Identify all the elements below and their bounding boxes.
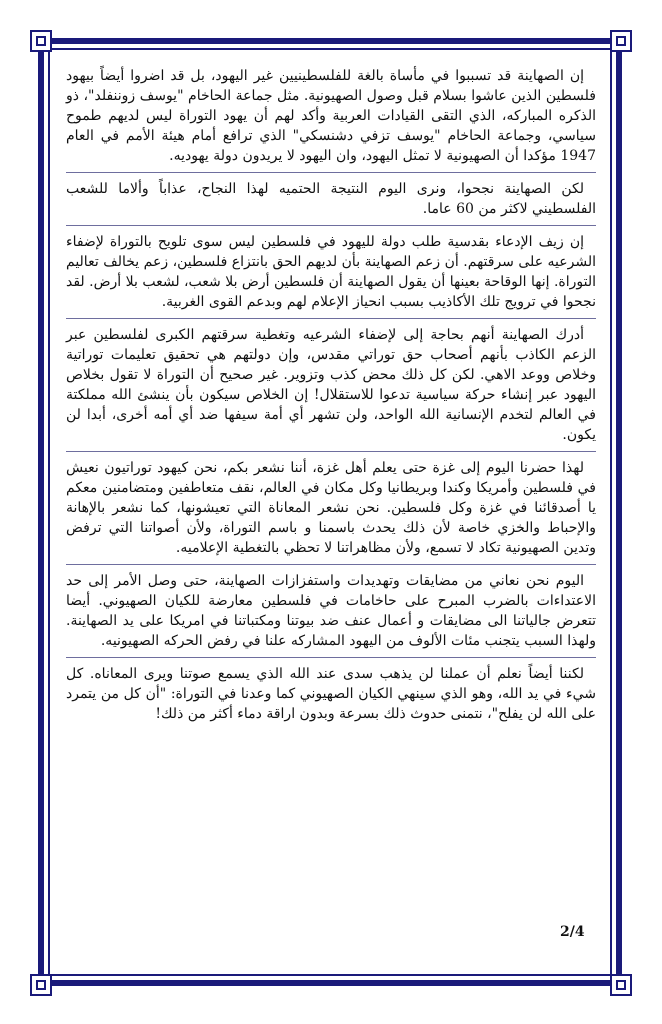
paragraph: لهذا حضرنا اليوم إلى غزة حتى يعلم أهل غزة، أننا نشعر بكم، نحن كيهود توراتيون نعيش في فلسطين وأمريكا وكندا وبريطانيا وكل مكان في العالم، نقف متعاطفين ومتضامنين معكم يا أصدقائنا في غزة وكل فلسطين. نحن نشعر المعاناة التي تعيشونها، كما نشعر بالإهانة والإحباط والخزي خاصة لأن ذلك يحدث باسمنا و باسم التوراة، ولأن أصواتنا التي ترفض وتدين الصهيونية تكاد لا تسمع، ولأن مظاهراتنا لا تحظي بالتغطية الإعلاميه. [66, 458, 596, 565]
paragraph: إن الصهاينة قد تسببوا في مأساة بالغة للفلسطينيين غير اليهود، بل قد اضروا أيضاً بيهود فلسطين الذين عاشوا بسلام قبل وصول الصهيونية. مثل جماعة الحاخام "يوسف زوننفلد"، ذو الذكره المباركه، الذي التقى القيادات العربية وأكد لهم أن يهود التوراة ليس لديهم طموح سياسي، وجماعة الحاخام "يوسف تزفي دشنسكي" الذي ترافع أمام هيئة الأمم في العام 1947 مؤكدا أن الصهيونية لا تمثل اليهود، وان اليهود لا يريدون دولة يهوديه. [66, 66, 596, 173]
border-corner-ornament [30, 30, 52, 52]
document-body [66, 66, 596, 736]
paragraph: أدرك الصهاينة أنهم بحاجة إلى لإضفاء الشرعيه وتغطية سرقتهم الكبرى لفلسطين عبر الزعم الكاذب بأنهم أصحاب حق توراتي مقدس، وإن دولتهم هي تحقيق تعليمات توراتية وخلاص ووعد الاهي. لكن كل ذلك محض كذب وتزوير. غير صحيح أن التوراة لا تقول بخلاص اليهود عبر إنشاء حركة سياسية تدعوا للاستقلال! إن الخلاص سيكون بأن ينشئ الله مملكتة في العالم لتخدم الإنسانية الله الواحد، ولن تشهر أي أمة سيفها ضد أي أمه أخرى، أبدا لن يكون. [66, 325, 596, 452]
paragraph: لكننا أيضاً نعلم أن عملنا لن يذهب سدى عند الله الذي يسمع صوتنا ويرى المعاناه. كل شيء في يد الله، وهو الذي سينهي الكيان الصهيوني كما وعدنا في التوراة: "أن كل من يتمرد على الله لن يفلح"، نتمنى حدوث ذلك بسرعة وبدون اراقة دماء أكثر من ذلك! [66, 666, 596, 722]
paragraph: لكن الصهاينة نجحوا، ونرى اليوم النتيجة الحتميه لهذا النجاح، عذاباً وألاما للشعب الفلسطيني لاكثر من 60 عاما. [66, 179, 596, 226]
page-number: 2/4 [560, 924, 585, 940]
paragraph: إن زيف الإدعاء بقدسية طلب دولة لليهود في فلسطين ليس سوى تلويح بالتوراة لإضفاء الشرعيه على سرقتهم. أن زعم الصهاينة بأن لديهم الحق بانتزاع فلسطين، زعم يخالف تعاليم التوراة. إنها الوقاحة بعينها أن يقول الصهاينة أن فلسطين أرض بلا شعب، لشعب بلا أرض. لقد نجحوا في ترويج تلك الأكاذيب بسبب انحياز الإعلام لهم وبدعم القوى الغربية. [66, 232, 596, 319]
border-corner-ornament [610, 974, 632, 996]
border-corner-ornament [30, 974, 52, 996]
border-corner-ornament [610, 30, 632, 52]
paragraph: اليوم نحن نعاني من مضايقات وتهديدات واستفزازات الصهاينة، حتى وصل الأمر إلى حد الاعتداءات بالضرب المبرح على حاخامات في فلسطين معارضة للكيان الصهيوني. أيضا تتعرض جالياتنا الى مضايقات و أعمال عنف ضد بيوتنا ومكتباتنا في امريكا على يد الصهاينة. ولهذا السبب يتجنب مئات الألوف من اليهود المشاركه علنا في رفض الحركه الصهيونيه. [66, 571, 596, 658]
